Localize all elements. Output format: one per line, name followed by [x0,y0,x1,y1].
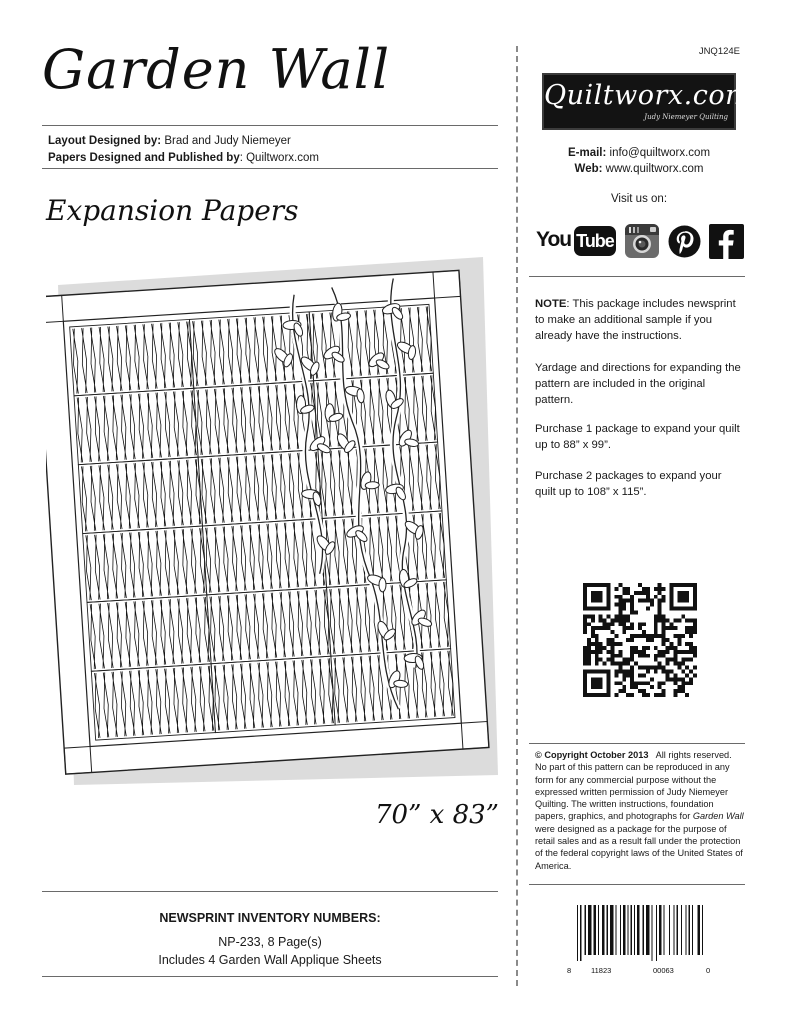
email-label: E-mail: [567,147,607,159]
purchase-2-paragraph: Purchase 2 packages to expand your quilt up to 108” x 115”. [535,470,722,498]
quilt-illustration [46,247,498,787]
barcode-digit-lead: 8 [567,966,572,975]
youtube-tube-text: Tube [574,226,616,256]
note-paragraph [535,296,745,344]
instagram-icon[interactable] [624,223,660,259]
page-title: Garden Wall [42,38,391,101]
quilt-drawing [46,247,498,787]
header-rule-bottom [42,168,498,169]
inventory-line-1: NP-233, 8 Page(s) [218,935,322,949]
product-subtitle: Expansion Papers [46,194,299,227]
copyright-body-a: No part of this pattern can be reproduced in any form for any commercial purpose without the expressed written permission of Judy Niemeyer Quilting. The written instructions, foundation papers, graphics, and photographs for [535,762,730,822]
copyright-pattern-name: Garden Wall [692,811,744,822]
layout-credit-value: Brad and Judy Niemeyer [164,135,291,147]
youtube-icon[interactable] [536,226,616,258]
papers-credit-label: Papers Designed and Published by [48,152,240,164]
youtube-you-text: You [536,228,572,251]
quilt-body [46,270,489,774]
papers-credit-value: Quiltworx.com [246,152,319,164]
expansion-paragraph: Yardage and directions for expanding the pattern are included in the original pattern. [535,362,741,406]
vine-leaf [379,578,386,592]
purchase-1-paragraph: Purchase 1 package to expand your quilt up to 88” x 99”. [535,423,740,451]
copyright-notice [535,749,745,872]
layout-credit: Layout Designed by: Brad and Judy Niemeyer [48,135,291,147]
barcode-digits-left: 11823 [591,966,612,975]
note-text: : This package includes newsprint to make an additional sample if you already have the instructions. [535,298,736,342]
web-line [527,163,751,175]
note-label: NOTE [535,298,567,310]
inventory-rule-bottom [42,976,498,977]
copyright-body-b: were designed as a package for the purpose of retail sales and as a result fall under the protection of the federal copyright laws of the United States of America. [535,823,743,871]
quiltworx-logo [542,73,752,130]
web-link[interactable]: www.quiltworx.com [605,163,704,175]
quilt-size: 70” x 83” [375,800,499,830]
email-line [527,147,751,159]
barcode-digit-check: 0 [706,966,711,975]
visit-us-label: Visit us on: [610,193,668,205]
barcode-digits-right: 00063 [653,966,674,975]
pinterest-icon[interactable] [668,225,701,258]
sidebar-rule-1 [529,276,745,277]
upc-barcode [575,905,703,963]
column-divider [516,46,518,986]
email-link[interactable]: info@quiltworx.com [609,147,711,159]
papers-credit: Papers Designed and Published by: Quiltworx.com [48,152,319,164]
layout-credit-label: Layout Designed by [48,135,158,147]
sidebar-rule-2 [529,743,745,744]
web-label: Web: [574,163,603,175]
product-code: JNQ124E [698,46,740,57]
facebook-icon[interactable] [709,224,744,259]
copyright-rights: All rights reserved. [655,750,732,760]
vine-leaf [365,481,379,489]
inventory-line-2: Includes 4 Garden Wall Applique Sheets [158,953,382,967]
credits [48,133,319,167]
logo-tagline: Judy Niemeyer Quilting [644,113,728,121]
qr-code[interactable] [583,583,697,697]
inventory-rule-top [42,891,498,892]
sidebar-rule-3 [529,884,745,885]
header-rule-top [42,125,498,126]
copyright-label: © Copyright October 2013 [535,750,649,760]
inventory-heading: NEWSPRINT INVENTORY NUMBERS: [159,911,381,925]
logo-wordmark: Quiltworx.com [544,80,752,111]
